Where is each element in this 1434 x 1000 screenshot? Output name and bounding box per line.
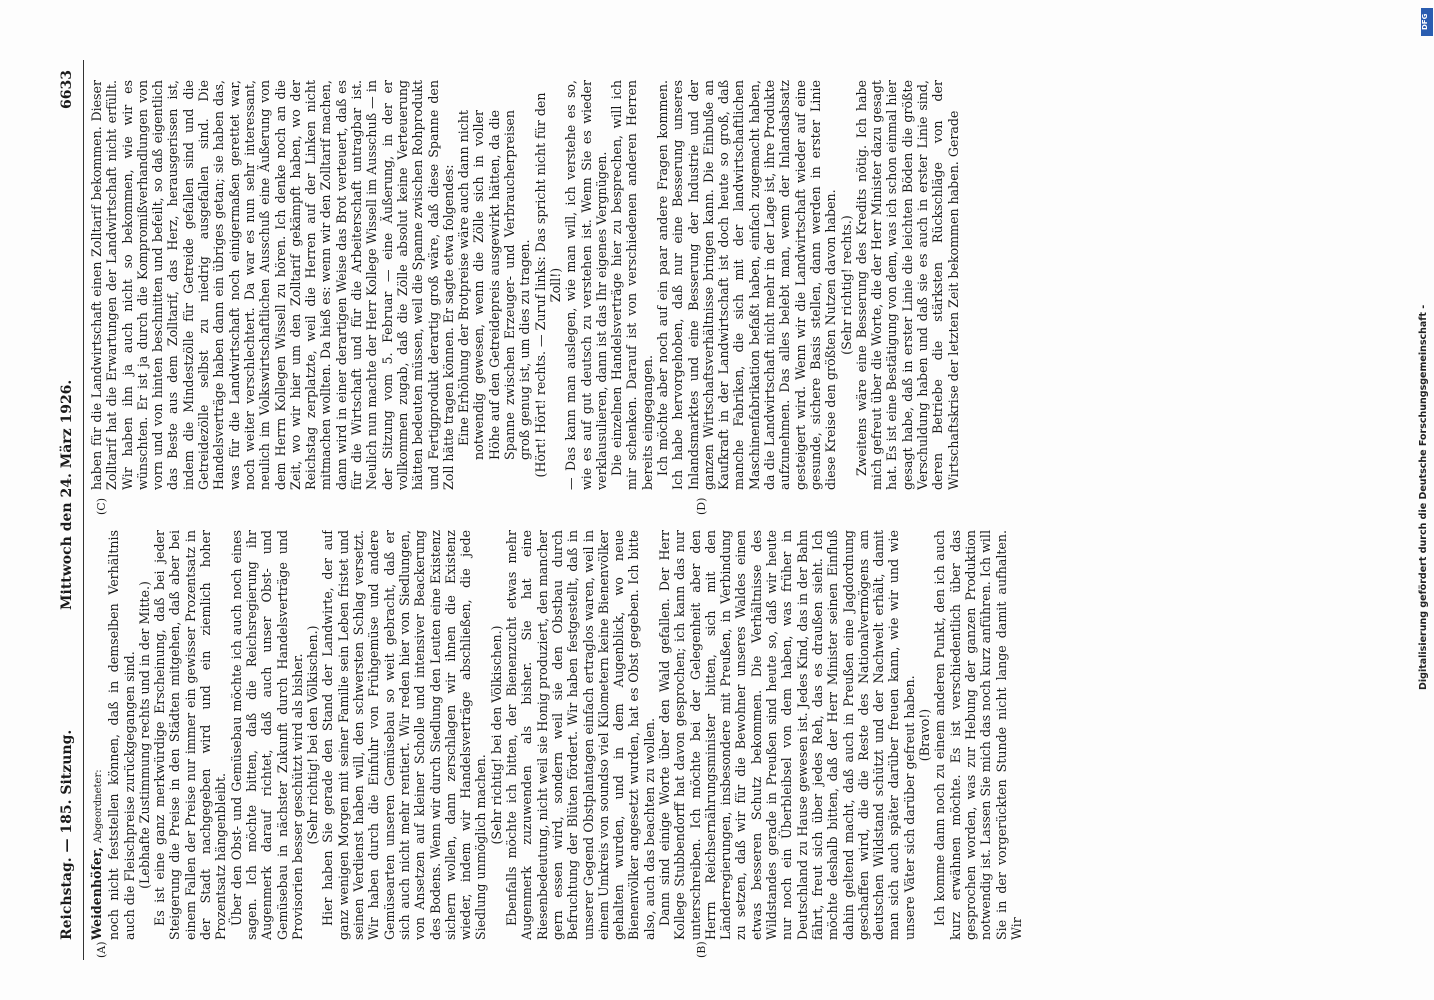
interjection: (Sehr richtig! bei den Völkischen.) xyxy=(488,625,504,845)
interjection: (Bravo!) xyxy=(917,708,933,762)
interjection: (Hört! Hört! rechts. — Zuruf links: Das spricht nicht für den Zoll!) xyxy=(532,92,563,478)
paragraph: Dann sind einige Worte über den Wald gefallen. Der Herr Kollege Stubbendorff hat davon gesprochen; ich kann das nur unterschreiben. Ich möchte bei der Gelegenheit aber den Herrn Reichsernährungsminister bitten, sich mit den Länderregierungen, insbesondere mit Preußen, in Verbindung zu setzen, daß wir für die Bewohner unseres Waldes einen etwas besseren Schutz bekommen. Die Verhältnisse des Wildstandes gerade in Preußen sind heute so, daß wir heute nur noch ein Überbleibsel von dem haben, was früher in Deutschland zu Hause gewesen ist. Jedes Kind, das in der Bahn fährt, freut sich über jedes Reh, das es draußen sieht. Ich möchte deshalb bitten, daß der Herr Minister seinen Einfluß dahin geltend macht, daß auch in Preußen eine Jagdordnung geschaffen wird, die die Reste des Nationalvermögens am deutschen Wildstand schützt und der Nachwelt erhält, damit man sich auch später darüber freuen kann, wie wir und wie unsere Väter sich darüber gefreut haben. xyxy=(656,530,917,940)
interjection: (Sehr richtig! bei den Völkischen.) xyxy=(305,625,321,845)
speaker-role: Abgeordneter: xyxy=(93,769,104,843)
margin-marker-b: (B) xyxy=(695,941,708,958)
column-right xyxy=(89,80,1289,490)
paragraph: — Das kann man auslegen, wie man will, ich verstehe es so, wie es auf gut deutsch zu verstehen ist. Wenn Sie es wieder verklausulieren, dann ist das Ihr eigenes Vergnügen. xyxy=(563,80,609,490)
paragraph: Ich komme dann noch zu einem anderen Punkt, den ich auch kurz erwähnen möchte. Es ist verschiedentlich über das gesprochen worden, was zur Hebung der ganzen Produktion notwendig ist. Lassen Sie mich das noch kurz anführen. Ich will Sie in der vorgerückten Stunde nicht lange damit aufhalten. Wir xyxy=(932,530,1024,940)
paragraph: Die einzelnen Handelsverträge hier zu besprechen, will ich mir schenken. Darauf ist von verschiedenen anderen Herren bereits eingegangen. xyxy=(609,80,655,490)
rotated-page-content xyxy=(55,60,1305,960)
quotation: Eine Erhöhung der Brotpreise wäre auch dann nicht notwendig gewesen, wenn die Zölle sich in voller Höhe auf den Getreidepreis ausgewirkt hätten, da die Spanne zwischen Erzeuger- und Verbraucherpreisen groß genug ist, um dies zu tragen. xyxy=(456,110,533,460)
dfg-logo: DFG xyxy=(1421,8,1433,36)
interjection: (Sehr richtig! rechts.) xyxy=(838,215,854,355)
paragraph: haben für die Landwirtschaft einen Zolltarif bekommen. Dieser Zolltarif hat die Erwartungen der Landwirtschaft nicht erfüllt. Wir haben ihn ja auch nicht so bekommen, wie wir es wünschten. Er ist ja durch die Kompromißverhandlungen von vorn und von hinten beschnitten und befeilt, so daß eigentlich das Beste aus dem Zolltarif, das Herz, herausgerissen ist, indem die Mindestzölle für Getreide gefallen sind und die Getreidezölle selbst zu niedrig ausgefallen sind. Die Handelsverträge haben dann ein übriges getan; sie haben das, was für die Landwirtschaft noch einigermaßen gerettet war, noch weiter verschlechtert. Da war es nun sehr interessant, neulich im Volkswirtschaftlichen Ausschuß eine Äußerung von dem Herrn Kollegen Wissell zu hören. Ich denke noch an die Zeit, wo wir hier um den Zolltarif gekämpft haben, wo der Reichstag zerplatzte, weil die Herren auf der Linken nicht mitmachen wollten. Da hieß es: wenn wir den Zolltarif machen, dann wird in einer derartigen Weise das Brot verteuert, daß es für die Wirtschaft und für die Arbeiterschaft untragbar ist. Neulich nun machte der Herr Kollege Wissell im Ausschuß — in der Sitzung vom 5. Februar — eine Äußerung, in der er vollkommen zugab, daß die Zölle absolut keine Verteuerung hätten bedeuten müssen, weil die Spanne zwischen Rohprodukt und Fertigprodukt derartig groß wäre, daß diese Spanne den Zoll hätte tragen können. Er sagte etwa folgendes: xyxy=(89,80,456,490)
paragraph: Ich möchte aber noch auf ein paar andere Fragen kommen. Ich habe hervorgehoben, daß nur eine Besserung unseres Inlandsmarktes und eine Besserung der Industrie und der ganzen Wirtschaftsverhältnisse bringen kann. Die Einbuße an Kaufkraft in der Landwirtschaft ist doch heute so groß, daß manche Fabriken, die sich mit der landwirtschaftlichen Maschinenfabrikation befaßt haben, einfach zugemacht haben, da die Landwirtschaft nicht mehr in der Lage ist, ihre Produkte aufzunehmen. Das alles belebt man, wenn der Inlandsabsatz gesteigert wird. Wenn wir die Landwirtschaft wieder auf eine gesunde, sichere Basis stellen, dann werden in erster Linie diese Kreise den größten Nutzen davon haben. xyxy=(654,80,839,490)
margin-marker-d: (D) xyxy=(695,497,708,515)
speaker-line xyxy=(89,530,106,940)
header-date: Mittwoch den 24. März 1926. xyxy=(59,379,75,610)
paragraph: Über den Obst- und Gemüsebau möchte ich auch noch eines sagen. Ich möchte bitten, daß die Reichsregierung ihr Augenmerk darauf richtet, daß auch unser Obst- und Gemüsebau in nächster Zukunft durch Handelsverträge und Provisorien besser geschützt wird als bisher. xyxy=(228,530,305,940)
page-number: 6633 xyxy=(59,70,75,109)
page-header xyxy=(55,60,83,960)
digitization-credit xyxy=(1418,0,1432,1000)
margin-marker-a: (A) xyxy=(95,941,108,958)
paragraph: Hier haben Sie gerade den Stand der Landwirte, der auf ganz wenigen Morgen mit seiner Familie sein Leben fristet und seinen Verdienst haben will, den schwersten Schlag versetzt. Wir haben durch die Einfuhr von Frühgemüse und andere Gemüsearten unseren Gemüsebau so weit gebracht, daß er sich auch nicht mehr rentiert. Wir reden hier von Siedlungen, von Ansetzen auf kleiner Scholle und intensiver Beackerung des Bodens. Wenn wir durch Siedlung den Leuten eine Existenz sichern wollen, dann zerschlagen wir ihnen die Existenz wieder, indem wir Handelsverträge abschließen, die jede Siedlung unmöglich machen. xyxy=(320,530,489,940)
interjection: (Lebhafte Zustimmung rechts und in der Mitte.) xyxy=(136,581,152,889)
header-rule xyxy=(83,60,84,960)
speaker-name: Weidenhöfer, xyxy=(89,847,104,940)
paragraph: Ebenfalls möchte ich bitten, der Bienenzucht etwas mehr Augenmerk zuzuwenden als bisher. Sie hat eine Riesenbedeutung, nicht weil sie Honig produziert, den mancher gern essen wird, sondern weil sie den Obstbau durch Befruchtung der Blüten fördert. Wir haben festgestellt, daß in unserer Gegend Obstplantagen einfach ertraglos waren, weil in einem Umkreis von soundso viel Kilometern keine Bienenvölker gehalten wurden, und in dem Augenblick, wo neue Bienenvölker angesetzt wurden, hat es Obst gegeben. Ich bitte also, auch das beachten zu wollen. xyxy=(504,530,657,940)
paragraph: noch nicht feststellen können, daß in demselben Verhältnis auch die Fleischpreise zurückgegangen sind. xyxy=(106,530,137,940)
paragraph: Es ist eine ganz merkwürdige Erscheinung, daß bei jeder Steigerung die Preise in den Städten mitgehen, daß aber bei einem Fallen der Preise nur immer ein gewisser Prozentsatz in der Stadt nachgegeben wird und ein ziemlich hoher Prozentsatz hängenbleibt. xyxy=(152,530,229,940)
credit-text: Digitalisierung gefördert durch die Deutsche Forschungsgemeinschaft - xyxy=(1418,304,1429,690)
margin-marker-c: (C) xyxy=(95,498,108,515)
paragraph: Zweitens wäre eine Besserung des Kredits nötig. Ich habe mich gefreut über die Worte, die der Herr Minister dazu gesagt hat. Es ist eine Bestätigung von dem, was ich schon einmal hier gesagt habe, daß in erster Linie die leichten Böden die größte Verschuldung haben und daß sie es auch in erster Linie sind, deren Betriebe die stärksten Rückschläge von der Wirtschaftskrise der letzten Zeit bekommen haben. Gerade xyxy=(853,80,961,490)
column-left xyxy=(89,530,1289,940)
header-session: Reichstag. — 185. Sitzung. xyxy=(59,729,75,940)
